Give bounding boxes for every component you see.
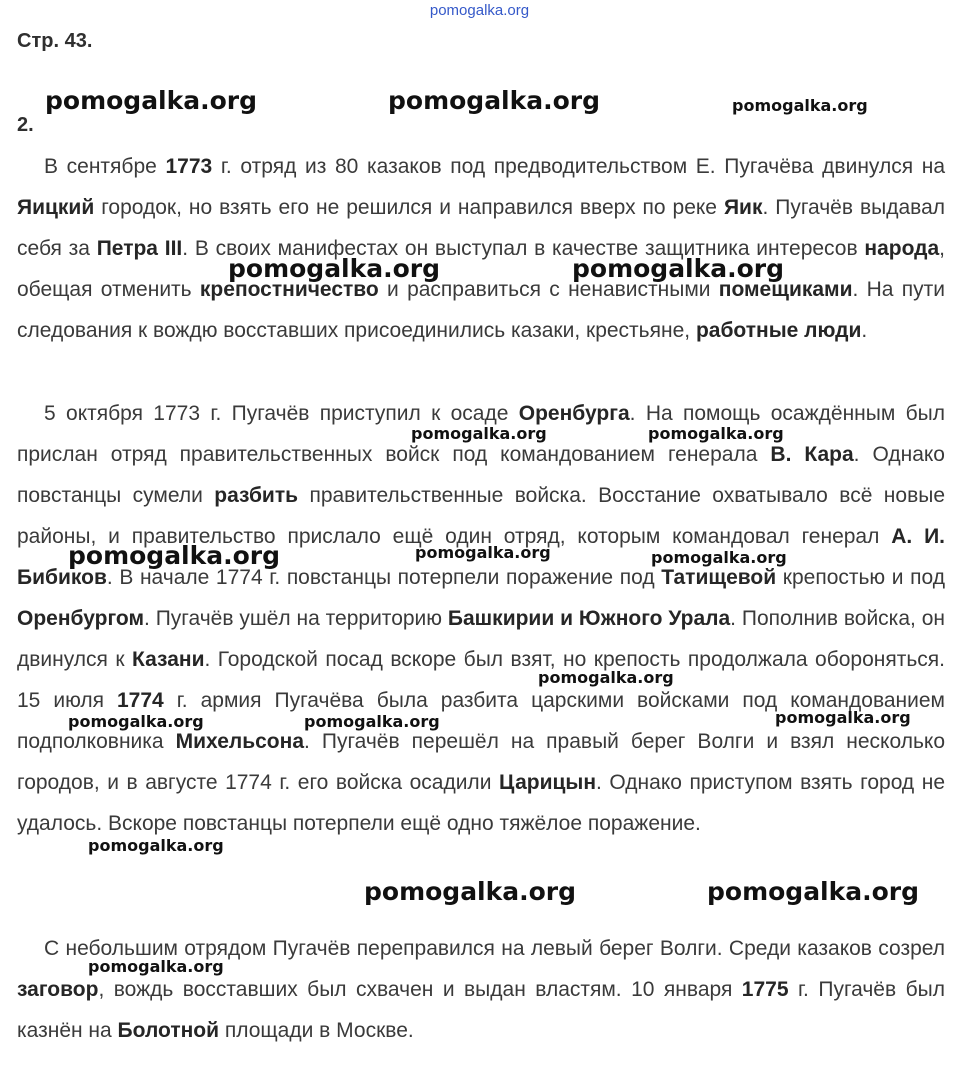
bold-term: Болотной bbox=[117, 1019, 220, 1042]
bold-term: 1774 bbox=[116, 689, 164, 712]
text-run: . В начале 1774 г. повстанцы потерпели поражение под bbox=[106, 566, 662, 589]
text-run: г. Пугачёв был казнён на bbox=[17, 978, 945, 1042]
watermark: pomogalka.org bbox=[304, 712, 440, 731]
watermark: pomogalka.org bbox=[228, 254, 441, 283]
bold-term: крепостничество bbox=[199, 278, 379, 301]
text-run: г. армия Пугачёва была разбита царскими войсками под командованием подполковника bbox=[17, 689, 945, 753]
bold-term: помещиками bbox=[718, 278, 853, 301]
text-run: городок, но взять его не решился и направился вверх по реке bbox=[94, 196, 724, 219]
watermark: pomogalka.org bbox=[411, 424, 547, 443]
bold-term: Оренбурга bbox=[518, 402, 630, 425]
bold-term: Петра III bbox=[96, 237, 183, 260]
watermark: pomogalka.org bbox=[68, 712, 204, 731]
text-run: , обещая отменить bbox=[17, 237, 945, 301]
text-run: . Однако приступом взять город не удалось. Вскоре повстанцы потерпели ещё одно тяжёлое поражение. bbox=[17, 771, 945, 835]
text-run: площади в Москве. bbox=[219, 1019, 414, 1042]
text-run: . Пугачёв ушёл на территорию bbox=[144, 607, 448, 630]
watermark: pomogalka.org bbox=[775, 708, 911, 727]
bold-term: Башкирии и Южного Урала bbox=[447, 607, 731, 630]
text-run: крепостью и под bbox=[776, 566, 945, 589]
watermark: pomogalka.org bbox=[707, 877, 920, 906]
bold-term: разбить bbox=[214, 484, 299, 507]
bold-term: Царицын bbox=[498, 771, 597, 794]
watermark: pomogalka.org bbox=[648, 424, 784, 443]
text-run: 5 октября 1773 г. Пугачёв приступил к осаде bbox=[44, 402, 519, 425]
text-run: . Пополнив войска, он двинулся к bbox=[17, 607, 945, 671]
text-run: . На пути следования к вождю восставших присоединились казаки, крестьяне, bbox=[17, 278, 945, 342]
text-run: . Однако повстанцы сумели bbox=[17, 443, 945, 507]
text-run: г. отряд из 80 казаков под предводительством Е. Пугачёва двинулся на bbox=[212, 155, 946, 178]
text-run: . Пугачёв перешёл на правый берег Волги и взял несколько городов, и в августе 1774 г. его войска осадили bbox=[17, 730, 945, 794]
bold-term: Яицкий bbox=[17, 196, 95, 219]
watermark: pomogalka.org bbox=[45, 86, 258, 115]
bold-term: Оренбургом bbox=[17, 607, 145, 630]
bold-term: Яик bbox=[723, 196, 763, 219]
watermark: pomogalka.org bbox=[572, 254, 785, 283]
page-number: Стр. 43. bbox=[17, 30, 93, 52]
bold-term: 1775 bbox=[741, 978, 789, 1001]
watermark: pomogalka.org bbox=[732, 96, 868, 115]
paragraph-1 bbox=[17, 146, 945, 351]
bold-term: заговор bbox=[17, 978, 99, 1001]
bold-term: работные люди bbox=[695, 319, 862, 342]
bold-term: народа bbox=[864, 237, 940, 260]
watermark: pomogalka.org bbox=[538, 668, 674, 687]
text-run: . Городской посад вскоре был взят, но крепость продолжала обороняться. 15 июля bbox=[17, 648, 945, 712]
text-run: правительственные войска. Восстание охватывало всё новые районы, и правительство прислало ещё один отряд, которым командовал генерал bbox=[17, 484, 946, 548]
bold-term: Казани bbox=[132, 648, 205, 671]
text-run: . На помощь осаждённым был прислан отряд правительственных войск под командованием генерала bbox=[17, 402, 946, 466]
watermark: pomogalka.org bbox=[651, 548, 787, 567]
text-run: . bbox=[861, 319, 868, 342]
bold-term: А. И. Бибиков bbox=[17, 525, 945, 589]
text-run: В сентябре bbox=[44, 155, 166, 178]
text-run: , вождь восставших был схвачен и выдан властям. 10 января bbox=[98, 978, 742, 1001]
watermark: pomogalka.org bbox=[415, 543, 551, 562]
paragraph-2 bbox=[17, 393, 945, 844]
watermark: pomogalka.org bbox=[88, 836, 224, 855]
paragraph-3 bbox=[17, 928, 945, 1051]
watermark: pomogalka.org bbox=[388, 86, 601, 115]
watermark: pomogalka.org bbox=[68, 541, 281, 570]
task-number: 2. bbox=[17, 114, 34, 136]
watermark: pomogalka.org bbox=[88, 957, 224, 976]
text-run: С небольшим отрядом Пугачёв переправился на левый берег Волги. Среди казаков созрел bbox=[44, 937, 945, 960]
site-link[interactable]: pomogalka.org bbox=[429, 2, 530, 19]
bold-term: Михельсона bbox=[175, 730, 304, 753]
bold-term: В. Кара bbox=[770, 443, 854, 466]
text-run: . Пугачёв выдавал себя за bbox=[17, 196, 945, 260]
bold-term: 1773 bbox=[165, 155, 213, 178]
text-run: и расправиться с ненавистными bbox=[378, 278, 719, 301]
watermark: pomogalka.org bbox=[364, 877, 577, 906]
text-run: . В своих манифестах он выступал в качестве защитника интересов bbox=[182, 237, 865, 260]
bold-term: Татищевой bbox=[661, 566, 777, 589]
